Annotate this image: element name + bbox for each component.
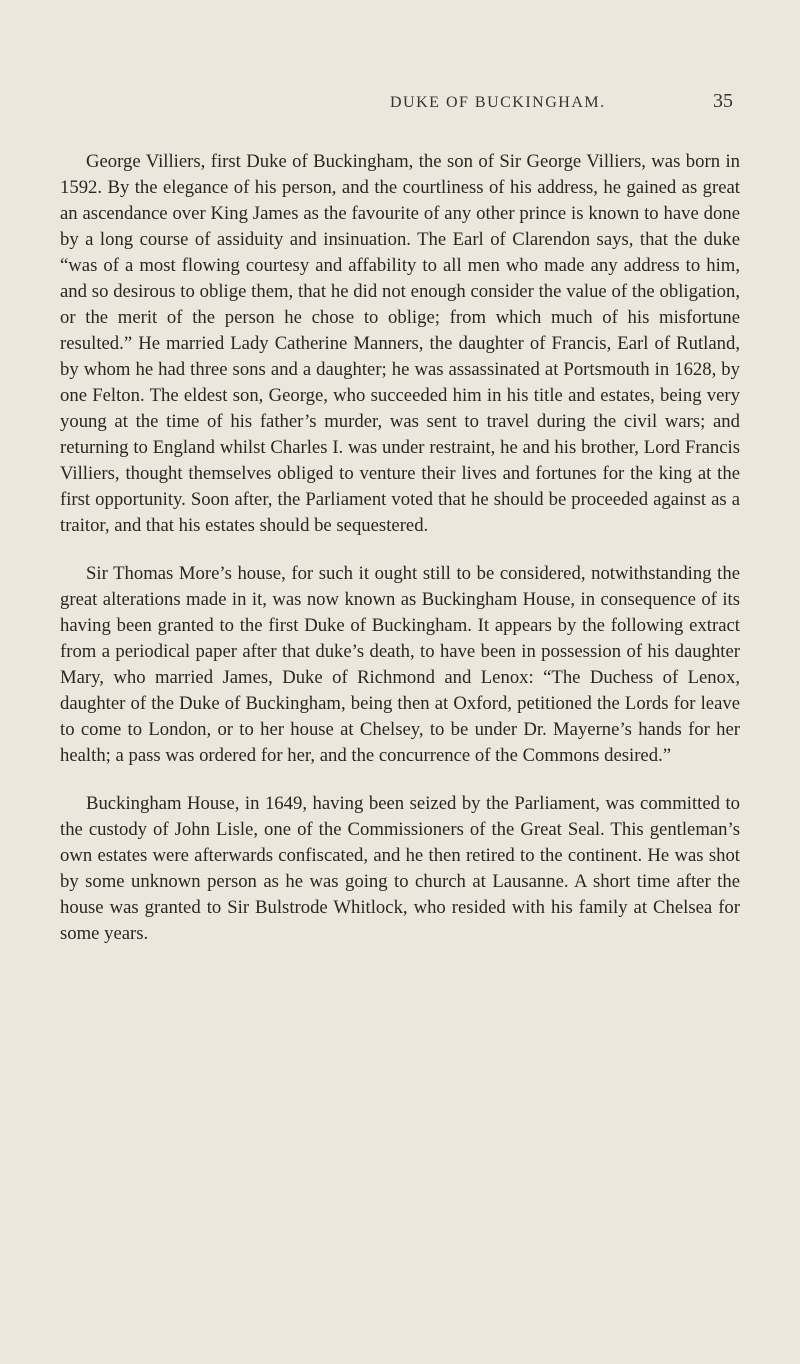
paragraph-villiers: George Villiers, first Duke of Buckingham, the son of Sir George Villiers, was born in 1592. By the elegance of his person, and the courtliness of his address, he gained as great an ascendance over King James as the favourite of any other prince is known to have done by a long course of assiduity and insinuation. The Earl of Clarendon says, that the duke “was of a most flowing courtesy and affability to all men who made any address to him, and so desirous to oblige them, that he did not enough consider the value of the obligation, or the merit of the person he chose to oblige; from which much of his misfortune resulted.” He married Lady Catherine Manners, the daughter of Francis, Earl of Rutland, by whom he had three sons and a daughter; he was assassinated at Portsmouth in 1628, by one Felton. The eldest son, George, who succeeded him in his title and estates, being very young at the time of his father’s murder, was sent to travel during the civil wars; and returning to England whilst Charles I. was under restraint, he and his brother, Lord Francis Villiers, thought themselves obliged to venture their lives and fortunes for the king at the first opportunity. Soon after, the Parliament voted that he should be proceeded against as a traitor, and that his estates should be sequestered. — [60, 151, 740, 536]
paragraph-buckingham-house: Sir Thomas More’s house, for such it ought still to be considered, notwithstanding the great alterations made in it, was now known as Buckingham House, in consequence of its having been granted to the first Duke of Buckingham. It appears by the following extract from a periodical paper after that duke’s death, to have been in possession of his daughter Mary, who married James, Duke of Richmond and Lenox: “The Duchess of Lenox, daughter of the Duke of Buckingham, being then at Oxford, petitioned the Lords for leave to come to London, or to her house at Chelsey, to be under Dr. Mayerne’s hands for her health; a pass was ordered for her, and the concurrence of the Commons desired.” — [60, 563, 740, 766]
paragraph-lisle-whitlock: Buckingham House, in 1649, having been seized by the Parliament, was committed to the custody of John Lisle, one of the Commissioners of the Great Seal. This gentleman’s own estates were afterwards confiscated, and he then retired to the continent. He was shot by some unknown person as he was going to church at Lausanne. A short time after the house was granted to Sir Bulstrode Whitlock, who resided with his family at Chelsea for some years. — [60, 793, 740, 944]
running-head: DUKE OF BUCKINGHAM. — [390, 94, 606, 111]
page-number: 35 — [713, 90, 733, 112]
body-text — [60, 149, 740, 947]
